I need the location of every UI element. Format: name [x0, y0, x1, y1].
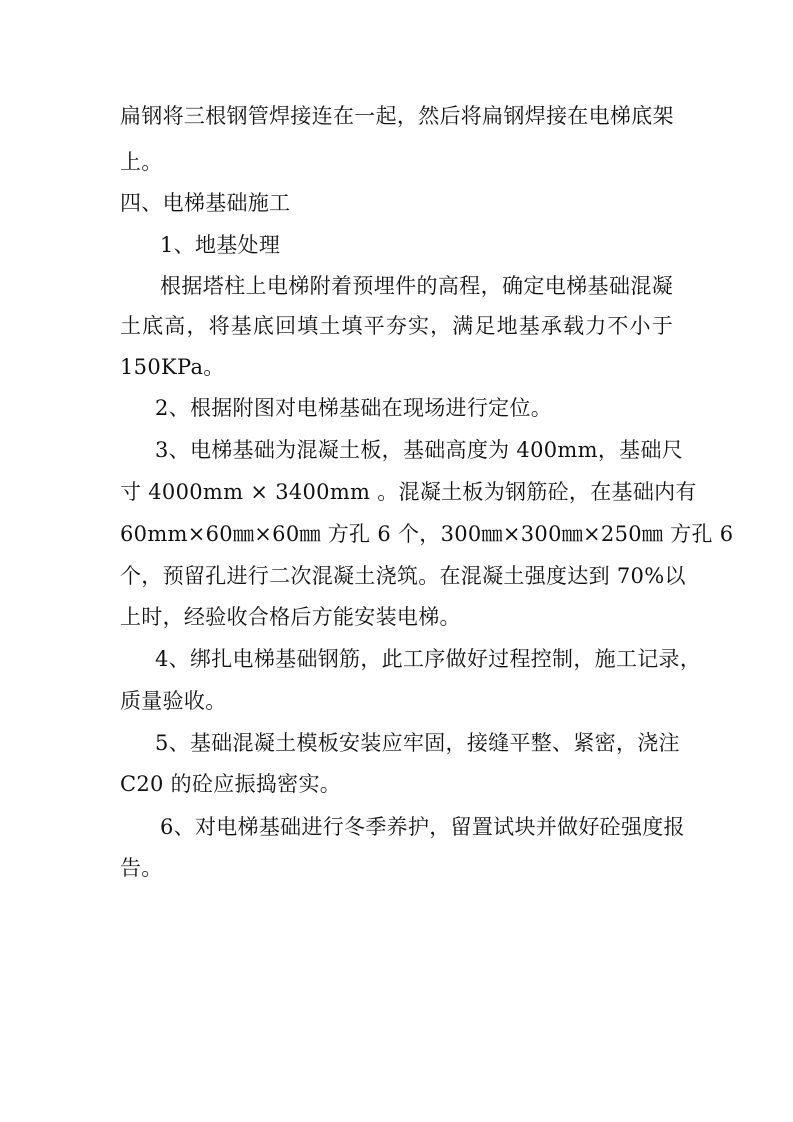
- paragraph-line: 上时，经验收合格后方能安装电梯。: [120, 605, 461, 629]
- paragraph-line: 土底高，将基底回填土填平夯实，满足地基承载力不小于: [120, 314, 673, 338]
- paragraph-line: 告。: [120, 856, 163, 880]
- subsection-heading: 1、地基处理: [160, 233, 281, 257]
- paragraph-line: 2、根据附图对电梯基础在现场进行定位。: [155, 396, 553, 420]
- paragraph-line: 寸 4000mm × 3400mm 。混凝土板为钢筋砼，在基础内有: [120, 480, 697, 504]
- paragraph-line: 5、基础混凝土模板安装应牢固，接缝平整、紧密，浇注: [155, 731, 680, 755]
- paragraph-line: 4、绑扎电梯基础钢筋，此工序做好过程控制，施工记录，: [155, 647, 702, 671]
- paragraph-line: 质量验收。: [120, 689, 227, 713]
- paragraph-line: 根据塔柱上电梯附着预埋件的高程，确定电梯基础混凝: [160, 274, 673, 298]
- paragraph-line: C20 的砼应振捣密实。: [120, 772, 342, 796]
- section-heading: 四、电梯基础施工: [120, 191, 291, 215]
- paragraph-line: 3、电梯基础为混凝土板，基础高度为 400mm，基础尺: [155, 438, 684, 462]
- paragraph-line: 60mm×60㎜×60㎜ 方孔 6 个，300㎜×300㎜×250㎜ 方孔 6: [120, 522, 734, 546]
- paragraph-line: 150KPa。: [120, 355, 225, 379]
- paragraph-line: 个，预留孔进行二次混凝土浇筑。在混凝土强度达到 70%以: [120, 564, 686, 588]
- paragraph-line: 6、对电梯基础进行冬季养护，留置试块并做好砼强度报: [160, 815, 685, 839]
- paragraph-line: 上。: [120, 150, 163, 174]
- paragraph-line: 扁钢将三根钢管焊接连在一起，然后将扁钢焊接在电梯底架: [120, 104, 674, 128]
